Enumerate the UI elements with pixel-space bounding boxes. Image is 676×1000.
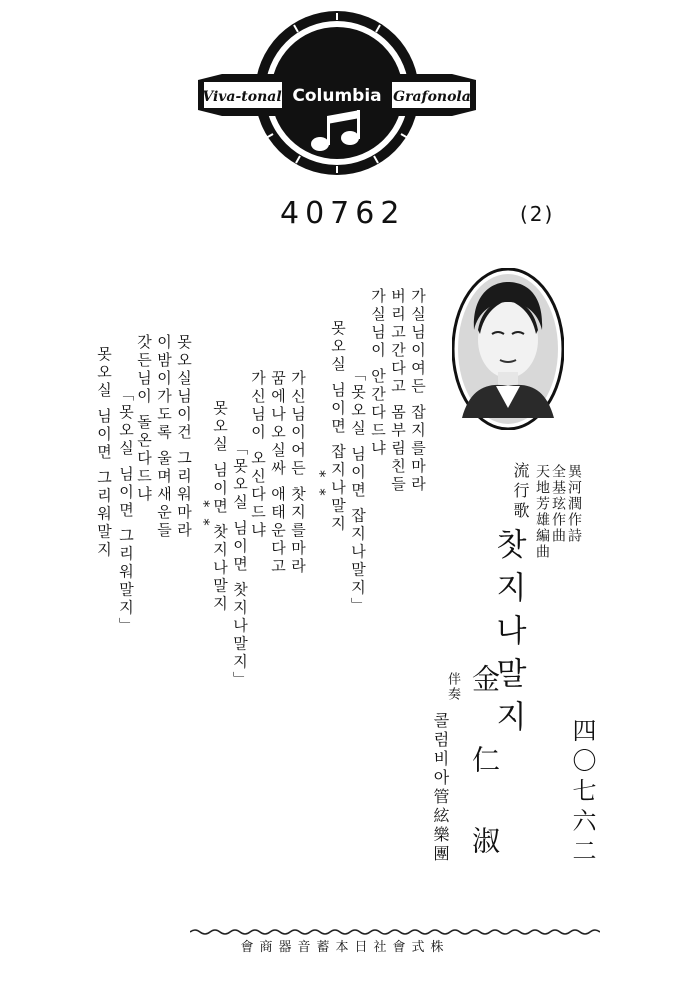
lyric-separator: * *: [311, 470, 329, 499]
accompaniment-band: 콜럼비아管絃樂團: [431, 712, 450, 864]
lyric-line: 가신님이어든 찻지를마라: [289, 370, 307, 576]
lyric-line: 버리고간다고 몸부림친들: [389, 288, 407, 494]
lyric-line: 가실님이 안간다드냐: [369, 288, 387, 458]
lyric-line: 이밤이가도록 울며새운들: [155, 334, 173, 540]
lyric-line: 못오실님이건 그리워마라: [175, 334, 193, 540]
song-title: 찻지나말지: [490, 528, 526, 743]
lyric-line: 못오실 님이면 찻지나말지: [211, 400, 229, 614]
singer-portrait: [452, 268, 564, 430]
lyric-line: 「못오실 님이면 찻지나말지」: [231, 440, 249, 690]
side-number: (2): [520, 202, 555, 226]
lyric-line: 못오실 님이면 잡지나말지: [329, 320, 347, 534]
record-number: 40762: [280, 196, 406, 231]
logo-brand-text: Columbia: [292, 86, 382, 106]
arranger-credit: 天地芳雄編曲: [534, 464, 550, 560]
lyric-separator: * *: [195, 500, 213, 529]
catalog-number-han: 四〇七六二: [568, 718, 596, 868]
logo-right-text: Grafonola: [393, 89, 471, 105]
company-name-text: 會商器音蓄本日社會式株: [240, 940, 450, 955]
lyric-line: 꿈에나오실싸 애태운다고: [269, 370, 287, 576]
accompaniment-label: 伴奏: [445, 672, 460, 702]
lyric-line: 「못오실 님이면 그리워말지」: [117, 386, 135, 636]
singer-name: 金 仁 淑: [468, 664, 501, 876]
genre-label: 流行歌: [511, 462, 530, 522]
composer-credit: 全基玹作曲: [550, 464, 566, 544]
company-name: [220, 936, 470, 955]
lyric-line: 가실님이여든 잡지를마라: [409, 288, 427, 494]
lyricist-credit: 異河潤作詩: [566, 464, 582, 544]
columbia-logo: [196, 8, 478, 188]
wavy-divider: [190, 922, 600, 932]
lyric-line: 갓든님이 돌온다드냐: [135, 334, 153, 504]
lyric-line: 못오실 님이면 그리워말지: [95, 346, 113, 560]
lyric-line: 가신님이 오신다드냐: [249, 370, 267, 540]
logo-left-text: Viva-tonal: [202, 89, 282, 105]
lyric-line: 「못오실 님이면 잡지나말지」: [349, 366, 367, 616]
